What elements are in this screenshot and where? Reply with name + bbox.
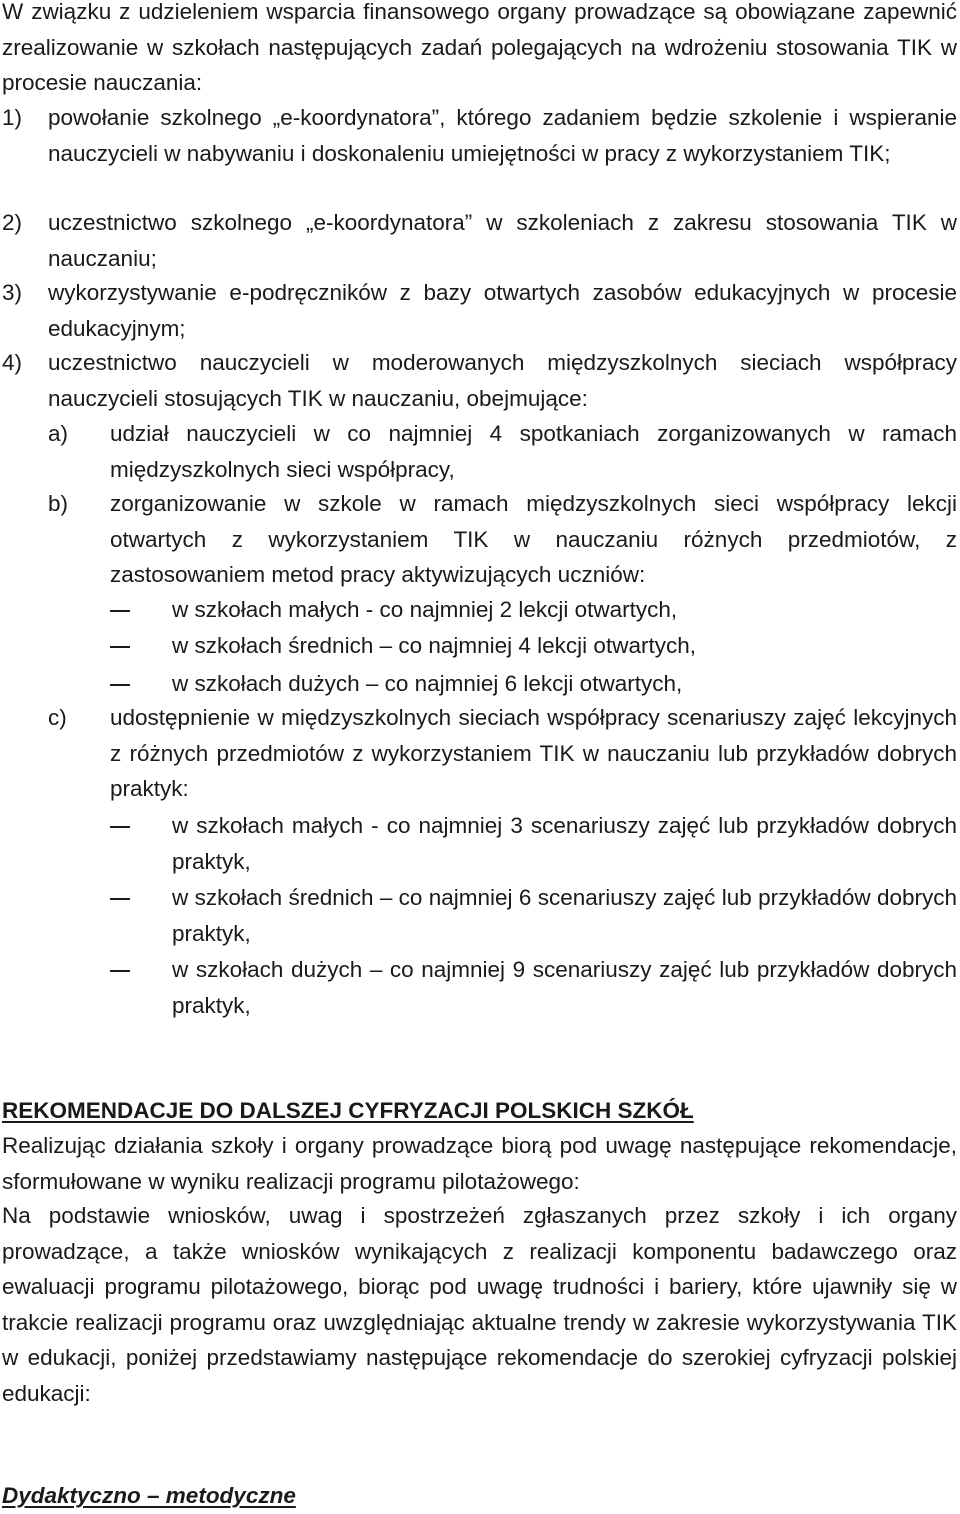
dash-bullet — [110, 628, 130, 664]
dash-bullet — [110, 880, 130, 916]
subheading-text: Dydaktyczno – metodyczne — [2, 1483, 296, 1508]
c-item-3 — [110, 952, 957, 1023]
dash-bullet — [110, 952, 130, 988]
task-2 — [2, 205, 957, 276]
subtask-text: zorganizowanie w szkole w ramach międzyszkolnych sieci współpracy lekcji otwartych z wykorzystaniem TIK w nauczaniu różnych przedmiotów, z zastosowaniem metod pracy aktywizujących uczniów: — [110, 491, 957, 588]
subtask-letter: a) — [48, 421, 69, 446]
task-4 — [2, 345, 957, 416]
section-paragraph-1: Realizując działania szkoły i organy prowadzące biorą pod uwagę następujące rekomendacje, sformułowane w wyniku realizacji programu pilotażowego: — [2, 1133, 957, 1194]
dash-bullet — [110, 666, 130, 702]
task-text: wykorzystywanie e-podręczników z bazy otwartych zasobów edukacyjnych w procesie edukacyjnym; — [48, 280, 957, 341]
c-item-1 — [110, 808, 957, 879]
c-item-text: w szkołach dużych – co najmniej 9 scenariuszy zajęć lub przykładów dobrych praktyk, — [172, 957, 957, 1018]
subtask-b — [48, 486, 957, 593]
subheading — [2, 1478, 957, 1514]
b-item-text: w szkołach średnich – co najmniej 4 lekcji otwartych, — [172, 633, 696, 658]
subtask-c — [48, 700, 957, 807]
intro-paragraph: W związku z udzieleniem wsparcia finansowego organy prowadzące są obowiązane zapewnić zrealizowanie w szkołach następujących zadań polegających na wdrożeniu stosowania TIK w procesie nauczania: — [2, 0, 957, 96]
c-item-text: w szkołach małych - co najmniej 3 scenariuszy zajęć lub przykładów dobrych praktyk, — [172, 813, 957, 874]
subtask-text: udział nauczycieli w co najmniej 4 spotkaniach zorganizowanych w ramach międzyszkolnych sieci współpracy, — [110, 421, 957, 482]
task-number: 1) — [2, 105, 23, 130]
task-3 — [2, 275, 957, 346]
section-paragraph-2: Na podstawie wniosków, uwag i spostrzeżeń zgłaszanych przez szkoły i ich organy prowadzące, a także wniosków wynikających z realizacji komponentu badawczego oraz ewaluacji programu pilotażowego, biorąc pod uwagę trudności i bariery, które ujawniły się w trakcie realizacji programu oraz uwzględniając aktualne trendy w zakresie wykorzystywania TIK w edukacji, poniżej przedstawiamy następujące rekomendacje do szerokiej cyfryzacji polskiej edukacji: — [2, 1203, 957, 1406]
subtask-letter: b) — [48, 491, 69, 516]
c-item-2 — [110, 880, 957, 951]
b-item-2 — [110, 628, 957, 664]
task-number: 3) — [2, 280, 23, 305]
dash-bullet — [110, 808, 130, 844]
b-item-text: w szkołach dużych – co najmniej 6 lekcji otwartych, — [172, 671, 683, 696]
task-text: powołanie szkolnego „e-koordynatora”, którego zadaniem będzie szkolenie i wspieranie nauczycieli w nabywaniu i doskonaleniu umiejętności w pracy z wykorzystaniem TIK; — [48, 105, 957, 166]
task-number: 2) — [2, 210, 23, 235]
b-item-text: w szkołach małych - co najmniej 2 lekcji otwartych, — [172, 597, 678, 622]
section-heading-text: REKOMENDACJE DO DALSZEJ CYFRYZACJI POLSKICH SZKÓŁ — [2, 1098, 694, 1123]
task-text: uczestnictwo szkolnego „e-koordynatora” w szkoleniach z zakresu stosowania TIK w nauczaniu; — [48, 210, 957, 271]
b-item-3 — [110, 666, 957, 702]
section-heading — [2, 1093, 957, 1129]
c-item-text: w szkołach średnich – co najmniej 6 scenariuszy zajęć lub przykładów dobrych praktyk, — [172, 885, 957, 946]
subtask-letter: c) — [48, 705, 67, 730]
task-number: 4) — [2, 350, 23, 375]
b-item-1 — [110, 592, 957, 628]
subtask-text: udostępnienie w międzyszkolnych sieciach współpracy scenariuszy zajęć lekcyjnych z różnych przedmiotów z wykorzystaniem TIK w nauczaniu lub przykładów dobrych praktyk: — [110, 705, 957, 802]
subtask-a — [48, 416, 957, 487]
dash-bullet — [110, 592, 130, 628]
task-text: uczestnictwo nauczycieli w moderowanych międzyszkolnych sieciach współpracy nauczycieli stosujących TIK w nauczaniu, obejmujące: — [48, 350, 957, 411]
task-1 — [2, 100, 957, 171]
